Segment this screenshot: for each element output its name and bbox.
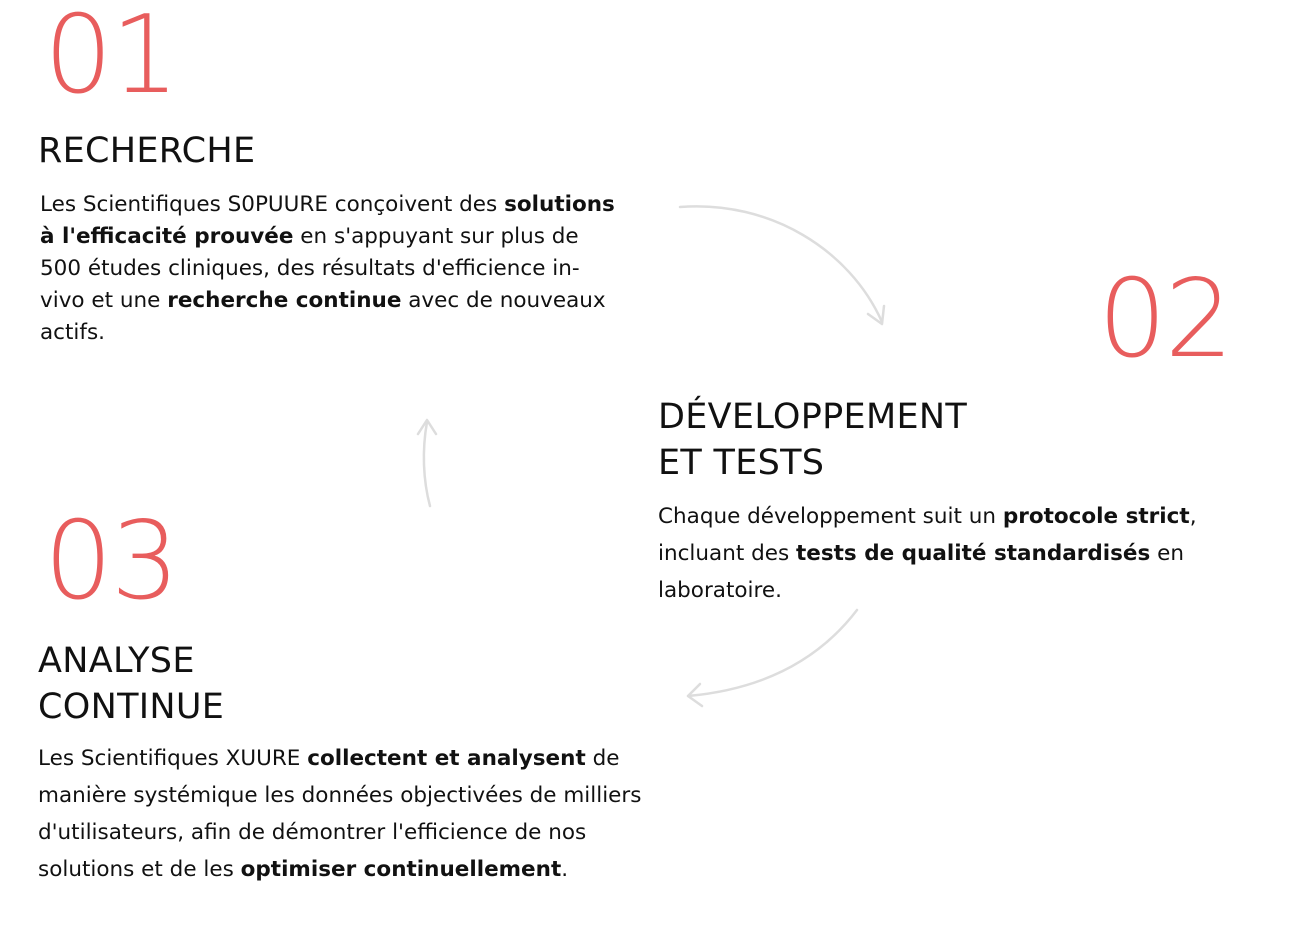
curved-arrow-icon [688, 610, 857, 706]
step-title-line: CONTINUE [38, 687, 225, 727]
step-title-line: DÉVELOPPEMENT [658, 397, 968, 437]
text-run-bold: tests de qualité standardisés [796, 541, 1151, 566]
text-run: Chaque développement suit un [658, 504, 1003, 529]
step-title-2 [658, 394, 967, 486]
step-number-1: 01 [44, 0, 178, 118]
text-run: . [561, 857, 569, 882]
text-run: , incluant des [658, 504, 1197, 566]
step-title-line: RECHERCHE [38, 131, 256, 171]
text-run: Les Scientifiques XUURE [38, 746, 308, 771]
step-title-3 [38, 638, 224, 730]
text-run: de manière systémique les données objectivées de milliers d'utilisateurs, afin de démontrer l'efficience de nos solutions et de les [38, 746, 642, 882]
step-title-line: ET TESTS [658, 443, 825, 483]
text-run-bold: collectent et analysent [307, 746, 586, 771]
curved-arrow-icon [418, 420, 436, 506]
text-run: Les Scientifiques S0PUURE conçoivent des [40, 192, 505, 217]
step-description-1 [40, 189, 620, 349]
text-run: avec de nouveaux actifs. [40, 288, 606, 345]
text-run: en laboratoire. [658, 541, 1184, 603]
step-description-3 [38, 740, 648, 888]
text-run-bold: solutions à l'efficacité prouvée [40, 192, 615, 249]
text-run-bold: protocole strict [1002, 504, 1190, 529]
step-description-2 [658, 498, 1278, 609]
text-run-bold: optimiser continuellement [240, 857, 562, 882]
curved-arrow-icon [680, 206, 884, 324]
step-title-1 [38, 128, 255, 174]
step-title-line: ANALYSE [38, 641, 195, 681]
text-run: en s'appuyant sur plus de 500 études cliniques, des résultats d'efficience in-vivo et une [40, 224, 580, 313]
step-number-3: 03 [44, 499, 178, 624]
text-run-bold: recherche continue [167, 288, 402, 313]
step-number-2: 02 [1098, 257, 1232, 382]
